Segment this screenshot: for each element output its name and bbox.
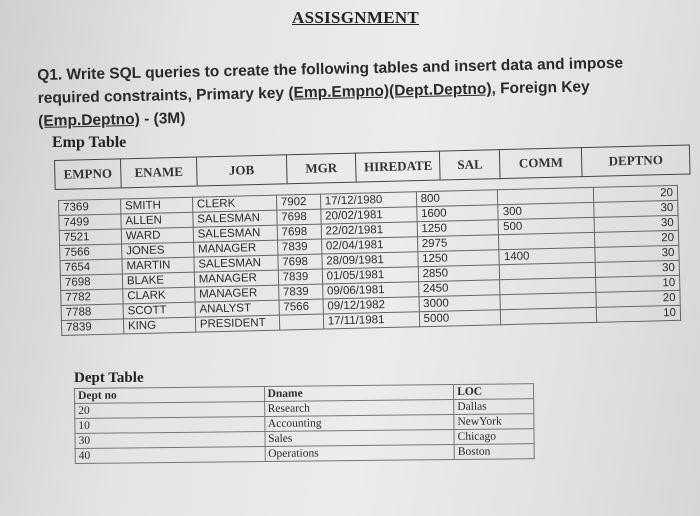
question-text: [37, 50, 688, 133]
question-lead: Q1. Write SQL queries to create the following tables and insert data and impose required constraints, Primary key: [37, 54, 624, 107]
dept-column-header: Dname: [264, 385, 454, 402]
emp-cell-empno: 7499: [59, 214, 121, 231]
emp-cell-job: MANAGER: [194, 270, 278, 287]
page-title: ASSISGNMENT: [292, 8, 420, 27]
emp-cell-ename: CLARK: [123, 287, 195, 304]
emp-cell-deptno: 10: [596, 305, 680, 322]
emp-header-row: [55, 145, 691, 190]
emp-cell-job: ANALYST: [195, 300, 279, 317]
emp-cell-mgr: 7839: [277, 239, 321, 255]
emp-cell-hiredate: 28/09/1981: [322, 252, 418, 269]
emp-cell-sal: 2850: [418, 265, 500, 282]
emp-cell-empno: 7566: [60, 244, 122, 261]
emp-cell-ename: BLAKE: [122, 272, 194, 289]
dept-cell: 20: [75, 402, 265, 419]
emp-cell-mgr: 7698: [277, 209, 321, 225]
emp-cell-empno: 7654: [60, 259, 122, 276]
emp-column-header: EMPNO: [55, 159, 122, 190]
dept-cell: Research: [264, 400, 454, 417]
emp-cell-hiredate: 09/06/1981: [322, 282, 418, 299]
emp-cell-sal: 3000: [419, 295, 501, 312]
emp-cell-hiredate: 02/04/1981: [321, 237, 417, 254]
emp-cell-empno: 7521: [59, 229, 121, 246]
emp-cell-job: MANAGER: [194, 285, 278, 302]
emp-cell-job: SALESMAN: [193, 225, 277, 242]
emp-cell-ename: KING: [123, 317, 195, 334]
emp-cell-ename: WARD: [121, 227, 193, 244]
emp-column-header: MGR: [286, 153, 357, 184]
emp-cell-ename: SCOTT: [123, 302, 195, 319]
emp-cell-empno: 7839: [61, 319, 123, 336]
emp-cell-empno: 7369: [59, 199, 121, 216]
emp-cell-sal: 2975: [417, 235, 499, 252]
emp-column-header: DEPTNO: [581, 145, 690, 177]
question-mid: , Foreign Key: [491, 78, 590, 98]
emp-cell-comm: 500: [499, 217, 595, 234]
emp-cell-mgr: 7698: [278, 254, 322, 270]
foreign-key-ref: (Emp.Deptno): [38, 110, 140, 130]
emp-table-label: Emp Table: [52, 134, 127, 151]
emp-cell-empno: 7788: [61, 304, 123, 321]
emp-cell-hiredate: 22/02/1981: [321, 222, 417, 239]
emp-cell-hiredate: 09/12/1982: [323, 297, 419, 314]
emp-cell-ename: SMITH: [120, 197, 192, 214]
emp-cell-empno: 7698: [60, 274, 122, 291]
emp-cell-comm: 1400: [499, 247, 595, 264]
emp-column-header: JOB: [196, 155, 286, 186]
emp-column-header: SAL: [440, 150, 501, 180]
emp-cell-mgr: 7698: [277, 224, 321, 240]
emp-cell-deptno: 30: [594, 200, 678, 217]
primary-key-ref: (Emp.Empno)(Dept.Deptno): [288, 80, 492, 102]
emp-cell-ename: ALLEN: [121, 212, 193, 229]
dept-cell: Dallas: [454, 399, 534, 415]
emp-cell-ename: MARTIN: [122, 257, 194, 274]
dept-table-label: Dept Table: [74, 370, 144, 386]
emp-cell-sal: 1250: [417, 250, 499, 267]
emp-cell-job: PRESIDENT: [195, 315, 279, 332]
dept-cell: 30: [75, 432, 265, 449]
emp-cell-job: SALESMAN: [193, 210, 277, 227]
emp-column-header: ENAME: [120, 157, 197, 188]
emp-column-header: HIREDATE: [356, 151, 441, 182]
dept-table: [74, 383, 535, 464]
emp-cell-sal: 1600: [416, 205, 498, 222]
emp-cell-job: CLERK: [192, 195, 276, 212]
emp-cell-deptno: 30: [594, 215, 678, 232]
emp-cell-hiredate: 17/12/1980: [320, 192, 416, 209]
emp-cell-sal: 5000: [419, 310, 501, 327]
emp-cell-mgr: [279, 314, 323, 330]
emp-cell-mgr: 7839: [278, 284, 322, 300]
emp-cell-mgr: 7902: [276, 194, 320, 210]
emp-cell-deptno: 20: [595, 230, 679, 247]
dept-cell: Chicago: [454, 429, 534, 445]
emp-cell-hiredate: 01/05/1981: [322, 267, 418, 284]
emp-cell-job: MANAGER: [193, 240, 277, 257]
question-tail: - (3M): [139, 109, 186, 128]
dept-cell: 10: [75, 417, 265, 434]
emp-cell-comm: 300: [498, 202, 594, 219]
emp-cell-mgr: 7839: [278, 269, 322, 285]
emp-cell-hiredate: 20/02/1981: [321, 207, 417, 224]
dept-cell: Accounting: [264, 415, 454, 432]
dept-cell: Boston: [454, 444, 534, 460]
dept-column-header: LOC: [454, 384, 534, 400]
emp-cell-sal: 1250: [417, 220, 499, 237]
emp-cell-hiredate: 17/11/1981: [323, 312, 419, 329]
dept-column-header: Dept no: [75, 387, 265, 404]
dept-cell: Sales: [264, 430, 454, 447]
emp-column-header: COMM: [500, 148, 583, 179]
dept-cell: NewYork: [454, 414, 534, 430]
emp-cell-ename: JONES: [121, 242, 193, 259]
emp-cell-sal: 2450: [418, 280, 500, 297]
emp-cell-deptno: 10: [596, 275, 680, 292]
emp-cell-empno: 7782: [61, 289, 123, 306]
emp-header-table: [54, 144, 691, 190]
emp-cell-comm: [501, 307, 597, 324]
emp-cell-deptno: 20: [596, 290, 680, 307]
emp-cell-job: SALESMAN: [194, 255, 278, 272]
dept-cell: Operations: [265, 445, 455, 462]
emp-cell-sal: 800: [416, 190, 498, 207]
emp-cell-mgr: 7566: [279, 299, 323, 315]
emp-cell-deptno: 20: [594, 185, 678, 202]
emp-cell-deptno: 30: [595, 245, 679, 262]
emp-cell-deptno: 30: [595, 260, 679, 277]
dept-cell: 40: [75, 447, 265, 464]
emp-data-table: [58, 185, 681, 336]
